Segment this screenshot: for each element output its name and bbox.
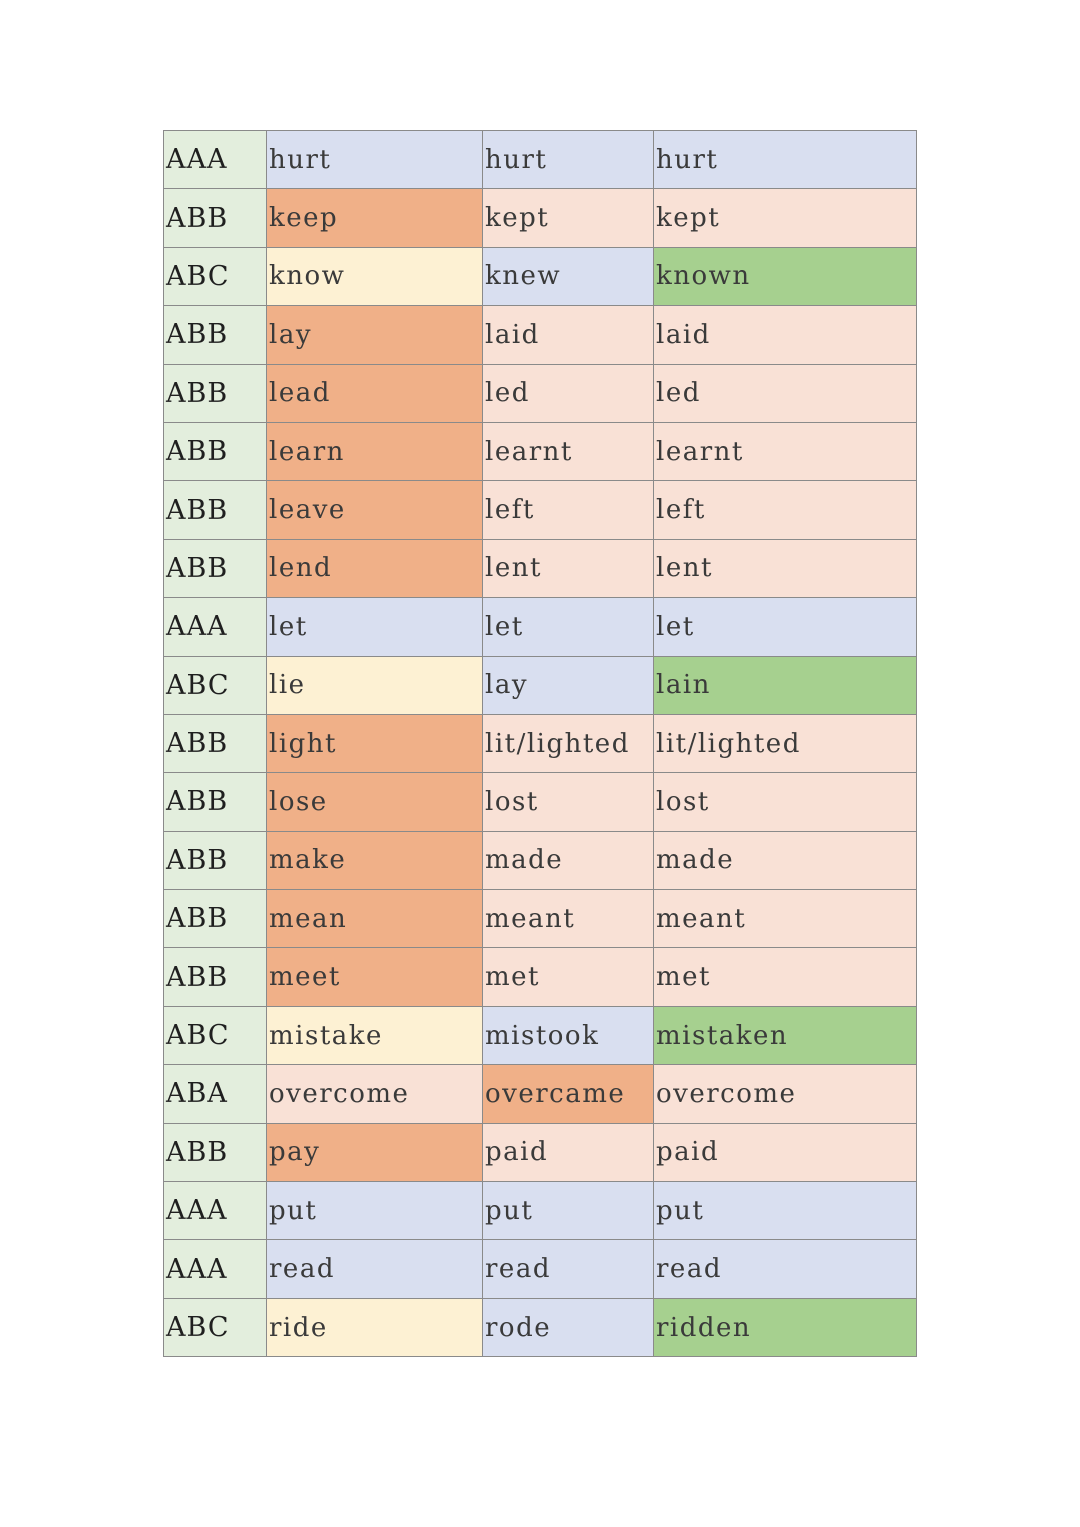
base-form-cell: lend — [267, 539, 483, 597]
base-form-cell: lose — [267, 773, 483, 831]
past-tense-cell: laid — [483, 306, 654, 364]
pattern-cell: ABB — [164, 306, 267, 364]
table-row — [164, 539, 917, 597]
table-row — [164, 364, 917, 422]
past-tense-cell: read — [483, 1240, 654, 1298]
past-participle-cell: lost — [654, 773, 917, 831]
past-participle-cell: paid — [654, 1123, 917, 1181]
pattern-cell: ABB — [164, 773, 267, 831]
base-form-cell: overcome — [267, 1065, 483, 1123]
past-tense-cell: hurt — [483, 131, 654, 189]
pattern-cell: ABC — [164, 247, 267, 305]
pattern-cell: ABA — [164, 1065, 267, 1123]
table-row — [164, 247, 917, 305]
pattern-cell: ABC — [164, 656, 267, 714]
table-row — [164, 1123, 917, 1181]
base-form-cell: put — [267, 1182, 483, 1240]
pattern-cell: ABB — [164, 714, 267, 772]
past-participle-cell: hurt — [654, 131, 917, 189]
pattern-cell: ABB — [164, 481, 267, 539]
verb-forms-table — [163, 130, 917, 1357]
past-participle-cell: led — [654, 364, 917, 422]
pattern-cell: ABB — [164, 364, 267, 422]
past-tense-cell: made — [483, 831, 654, 889]
base-form-cell: know — [267, 247, 483, 305]
past-participle-cell: overcome — [654, 1065, 917, 1123]
base-form-cell: let — [267, 598, 483, 656]
pattern-cell: AAA — [164, 131, 267, 189]
base-form-cell: read — [267, 1240, 483, 1298]
table-row — [164, 422, 917, 480]
past-tense-cell: led — [483, 364, 654, 422]
base-form-cell: mean — [267, 890, 483, 948]
pattern-cell: ABB — [164, 890, 267, 948]
pattern-cell: ABC — [164, 1006, 267, 1064]
table-row — [164, 656, 917, 714]
base-form-cell: pay — [267, 1123, 483, 1181]
table-row — [164, 1298, 917, 1356]
past-participle-cell: met — [654, 948, 917, 1006]
past-tense-cell: meant — [483, 890, 654, 948]
base-form-cell: ride — [267, 1298, 483, 1356]
past-tense-cell: put — [483, 1182, 654, 1240]
table-row — [164, 1240, 917, 1298]
base-form-cell: lay — [267, 306, 483, 364]
pattern-cell: ABB — [164, 831, 267, 889]
past-tense-cell: learnt — [483, 422, 654, 480]
table-row — [164, 948, 917, 1006]
base-form-cell: mistake — [267, 1006, 483, 1064]
table-row — [164, 189, 917, 247]
table-row — [164, 131, 917, 189]
table-row — [164, 714, 917, 772]
base-form-cell: light — [267, 714, 483, 772]
table-row — [164, 1006, 917, 1064]
base-form-cell: learn — [267, 422, 483, 480]
past-tense-cell: let — [483, 598, 654, 656]
past-participle-cell: ridden — [654, 1298, 917, 1356]
past-tense-cell: met — [483, 948, 654, 1006]
table-row — [164, 773, 917, 831]
table-row — [164, 481, 917, 539]
past-tense-cell: rode — [483, 1298, 654, 1356]
pattern-cell: AAA — [164, 598, 267, 656]
past-participle-cell: left — [654, 481, 917, 539]
past-participle-cell: mistaken — [654, 1006, 917, 1064]
past-participle-cell: meant — [654, 890, 917, 948]
base-form-cell: leave — [267, 481, 483, 539]
base-form-cell: lead — [267, 364, 483, 422]
table-row — [164, 890, 917, 948]
past-tense-cell: kept — [483, 189, 654, 247]
past-tense-cell: knew — [483, 247, 654, 305]
table-row — [164, 1182, 917, 1240]
pattern-cell: ABB — [164, 1123, 267, 1181]
base-form-cell: make — [267, 831, 483, 889]
base-form-cell: lie — [267, 656, 483, 714]
table-row — [164, 306, 917, 364]
pattern-cell: ABB — [164, 422, 267, 480]
base-form-cell: meet — [267, 948, 483, 1006]
past-participle-cell: known — [654, 247, 917, 305]
pattern-cell: ABB — [164, 948, 267, 1006]
past-participle-cell: made — [654, 831, 917, 889]
pattern-cell: ABB — [164, 189, 267, 247]
table-row — [164, 598, 917, 656]
past-tense-cell: lay — [483, 656, 654, 714]
verb-table-body — [164, 131, 917, 1357]
past-participle-cell: put — [654, 1182, 917, 1240]
past-participle-cell: let — [654, 598, 917, 656]
past-tense-cell: lit/lighted — [483, 714, 654, 772]
base-form-cell: keep — [267, 189, 483, 247]
base-form-cell: hurt — [267, 131, 483, 189]
past-tense-cell: lost — [483, 773, 654, 831]
past-participle-cell: lent — [654, 539, 917, 597]
table-row — [164, 1065, 917, 1123]
past-participle-cell: read — [654, 1240, 917, 1298]
past-participle-cell: lain — [654, 656, 917, 714]
pattern-cell: AAA — [164, 1240, 267, 1298]
past-participle-cell: learnt — [654, 422, 917, 480]
past-participle-cell: kept — [654, 189, 917, 247]
past-tense-cell: mistook — [483, 1006, 654, 1064]
past-tense-cell: left — [483, 481, 654, 539]
past-tense-cell: overcame — [483, 1065, 654, 1123]
pattern-cell: ABB — [164, 539, 267, 597]
past-participle-cell: lit/lighted — [654, 714, 917, 772]
past-participle-cell: laid — [654, 306, 917, 364]
past-tense-cell: paid — [483, 1123, 654, 1181]
table-row — [164, 831, 917, 889]
past-tense-cell: lent — [483, 539, 654, 597]
pattern-cell: AAA — [164, 1182, 267, 1240]
pattern-cell: ABC — [164, 1298, 267, 1356]
